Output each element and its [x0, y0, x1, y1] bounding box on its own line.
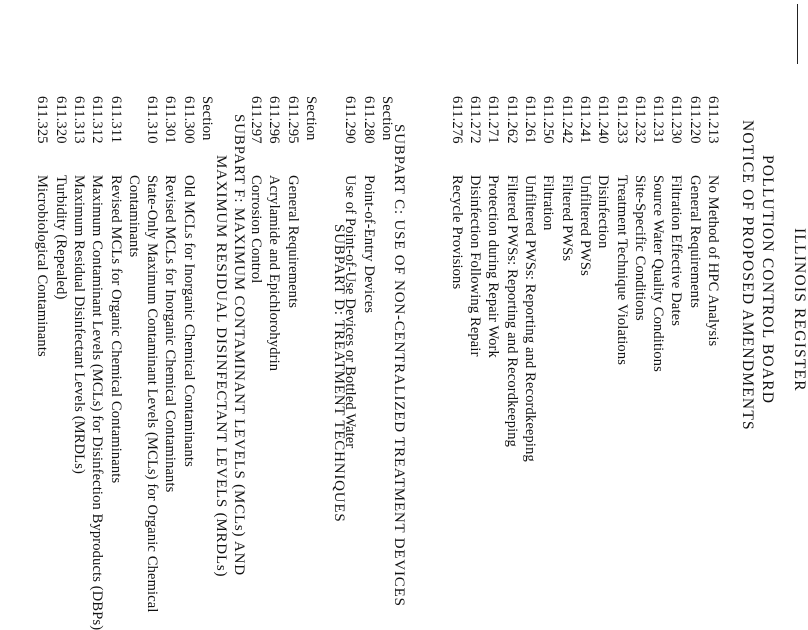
section-title: Filtration Effective Dates: [668, 175, 685, 327]
section-title: Corrosion Control: [248, 175, 265, 284]
section-number: 611.233: [613, 96, 630, 144]
board-title: POLLUTION CONTROL BOARD: [759, 155, 776, 405]
section-number: 611.242: [558, 96, 575, 144]
section-title: Recycle Provisions: [448, 175, 465, 290]
header-rule: [797, 4, 798, 64]
section-title: Microbiological Contaminants: [34, 175, 51, 357]
section-number: 611.230: [668, 96, 685, 144]
section-number: 611.311: [107, 96, 124, 144]
subpart-d-numbers: [247, 96, 320, 144]
section-number: 611.240: [595, 96, 612, 144]
section-title: Use of Point-of-Use Devices or Bottled Water: [342, 175, 359, 449]
group1-numbers: [448, 96, 722, 144]
section-number: 611.250: [540, 96, 557, 144]
section-title: Filtered PWSs: [558, 175, 575, 262]
section-number: 611.271: [485, 96, 502, 144]
section-number: 611.297: [248, 96, 265, 144]
section-number: 611.261: [522, 96, 539, 144]
section-number: 611.220: [686, 96, 703, 144]
section-title: General Requirements: [686, 175, 703, 309]
section-number: 611.310: [144, 96, 161, 144]
section-number: 611.290: [342, 96, 359, 144]
section-title: Filtered PWSs: Reporting and Recordkeeping: [503, 175, 520, 448]
section-number: 611.272: [467, 96, 484, 144]
subpart-f-numbers: [33, 96, 216, 144]
section-title: Maximum Residual Disinfectant Levels (MRDLs): [70, 175, 87, 474]
section-number: 611.313: [70, 96, 87, 144]
subpart-c-numbers: [341, 96, 396, 144]
subpart-c-heading: SUBPART C: USE OF NON-CENTRALIZED TREATMENT DEVICES: [391, 124, 407, 607]
section-number: 611.276: [448, 96, 465, 144]
section-number: 611.312: [89, 96, 106, 144]
subpart-f-titles: [33, 175, 198, 630]
section-title: Point-of-Entry Devices: [360, 175, 377, 314]
section-title: Revised MCLs for Inorganic Chemical Contaminants: [162, 175, 179, 493]
section-title: Contaminants: [125, 175, 142, 258]
section-label: Section: [379, 96, 395, 141]
section-number: 611.320: [52, 96, 69, 144]
section-title: Site-Specific Conditions: [631, 175, 648, 321]
subpart-d-titles: [247, 175, 302, 371]
section-title: Acrylamide and Epichlorohydrin: [266, 175, 283, 372]
section-number: 611.295: [284, 96, 301, 144]
section-label: Section: [199, 96, 215, 141]
section-number: 611.301: [162, 96, 179, 144]
section-title: Disinfection Following Repair: [467, 175, 484, 357]
section-number: 611.241: [576, 96, 593, 144]
section-title: State-Only Maximum Contaminant Levels (MCLs) for Organic Chemical: [144, 175, 161, 613]
section-label: Section: [303, 96, 319, 141]
section-title: Unfiltered PWSs: [576, 175, 593, 276]
section-title: No Method of HPC Analysis: [705, 175, 721, 347]
subpart-f-heading-line2: MAXIMUM RESIDUAL DISINFECTANT LEVELS (MRDLs): [213, 155, 229, 578]
subpart-f-heading-line1: SUBPART F: MAXIMUM CONTAMINANT LEVELS (MCLs) AND: [231, 114, 247, 576]
section-number: 611.262: [503, 96, 520, 144]
section-number: 611.280: [360, 96, 377, 144]
section-title: Revised MCLs for Organic Chemical Contaminants: [107, 175, 124, 484]
section-title: Turbidity (Repealed): [52, 175, 69, 300]
section-title: Treatment Technique Violations: [613, 175, 630, 366]
section-number: 611.231: [650, 96, 667, 144]
section-number: 611.232: [631, 96, 648, 144]
section-number: 611.325: [34, 96, 51, 144]
section-number: [125, 96, 143, 144]
section-title: Protection during Repair Work: [485, 175, 502, 358]
section-title: General Requirements: [284, 175, 301, 309]
section-title: Filtration: [540, 175, 557, 231]
section-title: Maximum Contaminant Levels (MCLs) for Disinfection Byproducts (DBPs): [89, 175, 106, 630]
section-number: 611.300: [180, 96, 197, 144]
section-title: Source Water Quality Conditions: [650, 175, 667, 372]
section-number: 611.296: [266, 96, 283, 144]
section-title: Old MCLs for Inorganic Chemical Contaminants: [180, 175, 197, 467]
subpart-d-heading: SUBPART D: TREATMENT TECHNIQUES: [331, 224, 347, 523]
section-title: Disinfection: [595, 175, 612, 249]
group1-titles: [448, 175, 722, 462]
notice-title: NOTICE OF PROPOSED AMENDMENTS: [739, 120, 756, 431]
section-number: 611.213: [705, 96, 721, 144]
register-title: ILLINOIS REGISTER: [791, 228, 808, 392]
section-title: Unfiltered PWSs: Reporting and Recordkeeping: [522, 175, 539, 462]
